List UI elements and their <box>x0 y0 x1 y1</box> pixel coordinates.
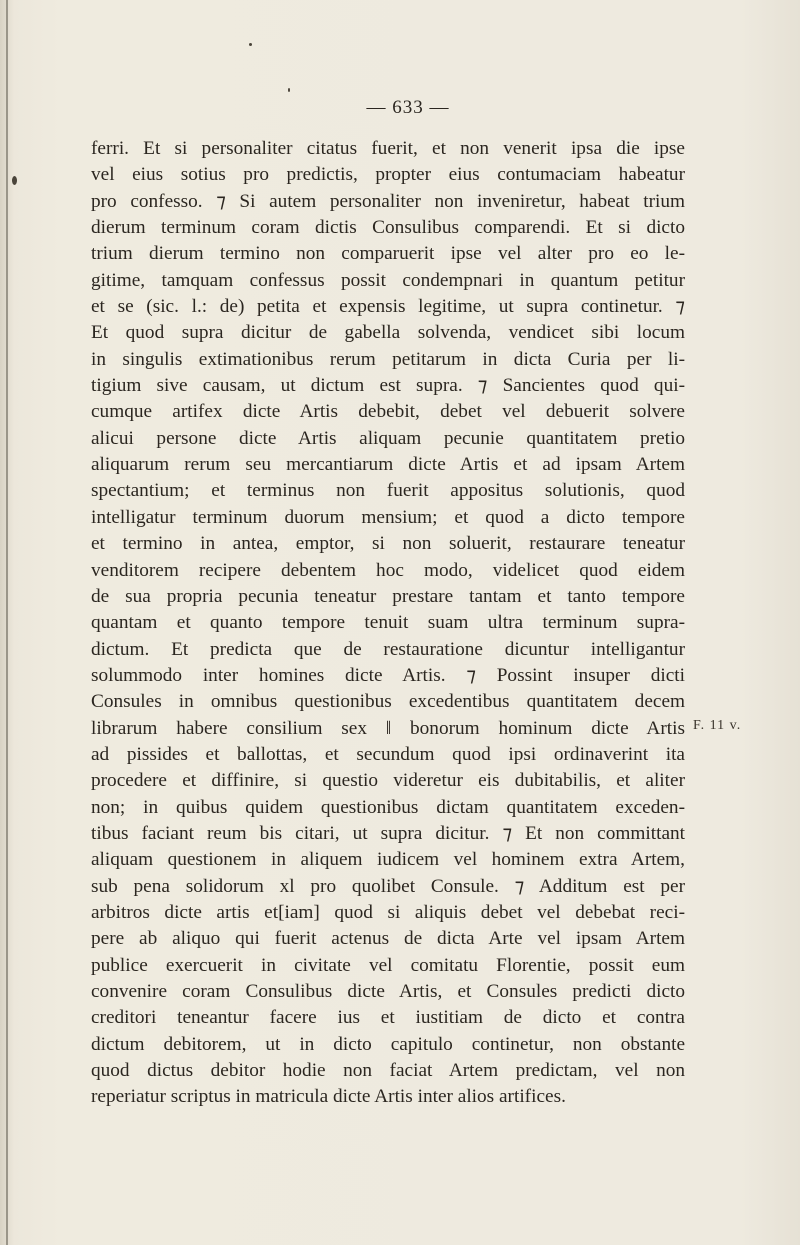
text-line: non; in quibus quidem questionibus dictam quantitatem exceden- <box>91 796 685 818</box>
text-line: trium dierum termino non comparuerit ipse vel alter pro eo le- <box>91 243 685 265</box>
text-line: creditori teneantur facere ius et iustitiam de dicto et contra <box>91 1007 685 1029</box>
text-line: publice exercuerit in civitate vel comitatu Florentie, possit eum <box>91 954 685 976</box>
text-line: ferri. Et si personaliter citatus fuerit, et non venerit ipsa die ipse <box>91 138 685 159</box>
text-line: procedere et diffinire, si questio videretur eis dubitabilis, et aliter <box>91 770 685 792</box>
paper-speck <box>288 88 290 92</box>
text-line: Et quod supra dicitur de gabella solvenda, vendicet sibi locum <box>91 322 685 344</box>
text-line: et termino in antea, emptor, si non soluerit, restaurare teneatur <box>91 533 685 555</box>
text-line: quantam et quanto tempore tenuit suam ultra terminum supra- <box>91 612 685 634</box>
text-line: dictum. Et predicta que de restauratione dicuntur intelligantur <box>91 638 685 660</box>
text-line: spectantium; et terminus non fuerit appositus solutionis, quod <box>91 480 685 502</box>
text-line: pere ab aliquo qui fuerit actenus de dicta Arte vel ipsam Artem <box>91 928 685 950</box>
text-line: pro confesso. ⁊ Si autem personaliter non inveniretur, habeat trium <box>91 190 685 212</box>
paper-speck <box>249 43 252 46</box>
text-line: et se (sic. l.: de) petita et expensis legitime, ut supra continetur. ⁊ <box>91 296 685 318</box>
text-line: intelligatur terminum duorum mensium; et quod a dicto tempore <box>91 506 685 528</box>
text-line: aliquarum rerum seu mercantiarum dicte Artis et ad ipsam Artem <box>91 454 685 476</box>
text-line: solummodo inter homines dicte Artis. ⁊ Possint insuper dicti <box>91 664 685 686</box>
folio-margin-note: F. 11 v. <box>693 718 742 733</box>
text-line: convenire coram Consulibus dicte Artis, et Consules predicti dicto <box>91 981 685 1002</box>
text-line: reperiatur scriptus in matricula dicte Artis inter alios artifices. <box>91 1086 566 1108</box>
text-line: dictum debitorem, ut in dicto capitulo continetur, non obstante <box>91 1033 685 1055</box>
paper-speck <box>12 176 17 185</box>
text-line: aliquam questionem in aliquem iudicem vel hominem extra Artem, <box>91 849 685 871</box>
text-line: tigium sive causam, ut dictum est supra. ⁊ Sancientes quod qui- <box>91 375 685 397</box>
text-line: sub pena solidorum xl pro quolibet Consule. ⁊ Additum est per <box>91 875 685 897</box>
text-line: tibus faciant reum bis citari, ut supra dicitur. ⁊ Et non committant <box>91 822 685 844</box>
text-line: venditorem recipere debentem hoc modo, videlicet quod eidem <box>91 559 685 581</box>
text-line: Consules in omnibus questionibus excedentibus quantitatem decem <box>91 691 685 713</box>
text-line: dierum terminum coram dictis Consulibus comparendi. Et si dicto <box>91 217 685 239</box>
text-line: alicui persone dicte Artis aliquam pecunie quantitatem pretio <box>91 427 685 449</box>
text-line: vel eius sotius pro predictis, propter eius contumaciam habeatur <box>91 164 685 186</box>
body-text <box>91 136 685 1111</box>
binding-edge <box>6 0 8 1245</box>
text-line: de sua propria pecunia teneatur prestare tantam et tanto tempore <box>91 585 685 607</box>
text-line: in singulis extimationibus rerum petitarum in dicta Curia per li- <box>91 348 685 370</box>
text-line: gitime, tamquam confessus possit condempnari in quantum petitur <box>91 269 685 291</box>
text-line: cumque artifex dicte Artis debebit, debet vel debuerit solvere <box>91 401 685 423</box>
text-line: librarum habere consilium sex ‖ bonorum hominum dicte Artis <box>91 717 685 739</box>
text-line: arbitros dicte artis et[iam] quod si aliquis debet vel debebat reci- <box>91 901 685 923</box>
text-line: quod dictus debitor hodie non faciat Artem predictam, vel non <box>91 1060 685 1082</box>
text-line: ad pissides et ballottas, et secundum quod ipsi ordinaverint ita <box>91 743 685 765</box>
page-number: — 633 — <box>366 97 450 118</box>
